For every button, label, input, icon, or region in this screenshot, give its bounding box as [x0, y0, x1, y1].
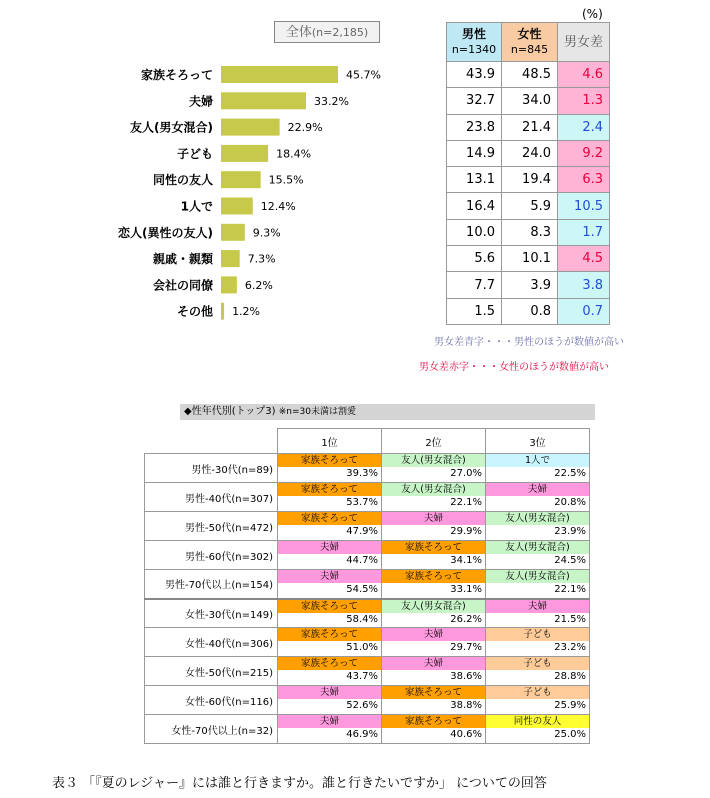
header-female — [502, 23, 558, 62]
age-rank-name: 家族そろって — [382, 541, 485, 554]
age-rank-name: 家族そろって — [278, 657, 381, 670]
bar-value-label: 1.2% — [232, 305, 261, 319]
gender-row — [447, 298, 610, 324]
age-row-label: 女性-40代(n=306) — [145, 628, 278, 657]
age-rank-pct: 44.7% — [346, 555, 378, 566]
bar-value-label: 12.4% — [260, 200, 296, 213]
gender-cell-male: 16.4 — [447, 193, 502, 219]
age-rank-pct: 46.9% — [346, 729, 378, 740]
age-rank-name: 夫婦 — [278, 686, 381, 699]
gender-cell-female: 3.9 — [502, 272, 558, 298]
bar-category-label: 同性の友人 — [152, 173, 213, 188]
age-section-title — [180, 404, 595, 420]
age-row — [145, 657, 590, 686]
gender-row — [447, 246, 610, 272]
age-row-label: 男性-70代以上(n=154) — [145, 570, 278, 599]
age-table-body — [145, 454, 590, 744]
gender-cell-male: 23.8 — [447, 114, 502, 140]
age-rank-name: 家族そろって — [382, 715, 485, 728]
gender-cell-female: 21.4 — [502, 114, 558, 140]
gender-row — [447, 140, 610, 166]
age-rank-name: 夫婦 — [278, 570, 381, 583]
age-row — [145, 483, 590, 512]
gender-row — [447, 193, 610, 219]
age-rank-name: 友人(男女混合) — [382, 600, 485, 613]
age-rank-pct: 23.9% — [554, 526, 586, 537]
bar — [221, 276, 237, 293]
gender-cell-diff: 2.4 — [558, 114, 610, 140]
age-rank-name: 子ども — [486, 628, 589, 641]
age-rank-pct: 25.0% — [554, 729, 586, 740]
bar — [221, 119, 280, 136]
caption: 表３ 「『夏のレジャー』には誰と行きますか。誰と行きたいですか」 についての回答 — [52, 776, 547, 791]
bar-category-label: 子ども — [176, 146, 213, 161]
age-rank-pct: 28.8% — [554, 671, 586, 682]
header-female-n: n=845 — [510, 43, 549, 56]
age-rank-cell — [382, 715, 486, 744]
total-label — [274, 21, 380, 43]
age-rank-pct: 54.5% — [346, 584, 378, 595]
age-header-rank1: 1位 — [278, 429, 382, 454]
age-rank-name: 家族そろって — [278, 483, 381, 496]
gender-cell-male: 13.1 — [447, 167, 502, 193]
age-rank-pct: 39.3% — [346, 468, 378, 479]
age-rank-cell — [382, 570, 486, 599]
age-row — [145, 628, 590, 657]
gender-row — [447, 167, 610, 193]
age-rank-pct: 33.1% — [450, 584, 482, 595]
bar — [221, 92, 306, 109]
gender-cell-male: 43.9 — [447, 62, 502, 88]
age-title-text: ◆性年代別(トップ3) — [184, 406, 276, 417]
age-rank-pct: 20.8% — [554, 497, 586, 508]
gender-cell-male: 32.7 — [447, 88, 502, 114]
gender-cell-female: 48.5 — [502, 62, 558, 88]
gender-table-body — [447, 62, 610, 325]
bar-value-label: 6.2% — [244, 278, 273, 292]
age-row — [145, 599, 590, 628]
age-rank-name: 夫婦 — [382, 512, 485, 525]
gender-cell-male: 10.0 — [447, 219, 502, 245]
gender-cell-male: 14.9 — [447, 140, 502, 166]
age-header-rank3: 3位 — [486, 429, 590, 454]
gender-cell-diff: 1.3 — [558, 88, 610, 114]
age-rank-pct: 34.1% — [450, 555, 482, 566]
age-rank-cell — [486, 512, 590, 541]
gender-cell-female: 10.1 — [502, 246, 558, 272]
gender-cell-female: 5.9 — [502, 193, 558, 219]
bar — [221, 198, 253, 215]
age-rank-pct: 29.7% — [450, 642, 482, 653]
age-rank-cell — [278, 599, 382, 628]
gender-cell-male: 7.7 — [447, 272, 502, 298]
bar-category-label: 1人で — [180, 199, 213, 214]
age-rank-cell — [486, 570, 590, 599]
total-n: (n=2,185) — [311, 26, 369, 39]
age-rank-cell — [486, 454, 590, 483]
header-female-label: 女性 — [517, 27, 542, 41]
bar-value-label: 15.5% — [268, 173, 304, 187]
age-rank-cell — [382, 483, 486, 512]
bar-value-label: 7.3% — [247, 252, 276, 266]
bar — [221, 303, 224, 320]
total-label-text: 全体 — [285, 25, 312, 40]
age-rank-cell — [278, 483, 382, 512]
age-rank-cell — [278, 512, 382, 541]
age-rank-name: 家族そろって — [278, 454, 381, 467]
age-row-label: 男性-30代(n=89) — [145, 454, 278, 483]
gender-cell-female: 24.0 — [502, 140, 558, 166]
age-rank-pct: 22.1% — [554, 584, 586, 595]
age-row — [145, 454, 590, 483]
age-rank-pct: 51.0% — [346, 642, 378, 653]
age-header-rank2: 2位 — [382, 429, 486, 454]
gender-cell-diff: 6.3 — [558, 167, 610, 193]
age-row — [145, 715, 590, 744]
bar-category-label: 友人(男女混合) — [130, 120, 213, 135]
age-rank-pct: 38.6% — [450, 671, 482, 682]
age-rank-cell — [382, 541, 486, 570]
header-diff: 男女差 — [558, 23, 610, 62]
gender-cell-diff: 3.8 — [558, 272, 610, 298]
age-rank-name: 夫婦 — [486, 600, 589, 613]
age-rank-cell — [486, 541, 590, 570]
age-row-label: 男性-40代(n=307) — [145, 483, 278, 512]
age-rank-name: 夫婦 — [486, 483, 589, 496]
overall-bar-chart — [0, 48, 440, 328]
age-row-label: 女性-70代以上(n=32) — [145, 715, 278, 744]
age-rank-name: 1人で — [486, 454, 589, 467]
age-rank-cell — [486, 483, 590, 512]
age-row — [145, 541, 590, 570]
gender-row — [447, 114, 610, 140]
age-rank-pct: 53.7% — [346, 497, 378, 508]
gender-cell-male: 5.6 — [447, 246, 502, 272]
age-rank-pct: 43.7% — [346, 671, 378, 682]
age-rank-cell — [486, 628, 590, 657]
age-rank-name: 友人(男女混合) — [486, 512, 589, 525]
age-rank-name: 同性の友人 — [486, 715, 589, 728]
age-rank-cell — [382, 512, 486, 541]
age-rank-pct: 38.8% — [450, 700, 482, 711]
bar-category-label: 恋人(異性の友人) — [118, 225, 213, 240]
gender-cell-female: 19.4 — [502, 167, 558, 193]
age-rank-pct: 25.9% — [554, 700, 586, 711]
age-rank-name: 家族そろって — [382, 570, 485, 583]
unit-label: (%) — [582, 7, 603, 21]
bar-category-label: 家族そろって — [140, 68, 213, 82]
bar-category-label: その他 — [176, 304, 213, 319]
age-header-blank — [145, 429, 278, 454]
age-rank-cell — [278, 541, 382, 570]
age-rank-pct: 29.9% — [450, 526, 482, 537]
age-row-label: 女性-50代(n=215) — [145, 657, 278, 686]
bar-category-label: 夫婦 — [188, 94, 213, 109]
gender-cell-diff: 1.7 — [558, 219, 610, 245]
age-rank-cell — [278, 715, 382, 744]
age-row-label: 男性-60代(n=302) — [145, 541, 278, 570]
bar — [221, 145, 268, 162]
gender-row — [447, 272, 610, 298]
gender-cell-female: 34.0 — [502, 88, 558, 114]
age-rank-name: 家族そろって — [278, 628, 381, 641]
gender-cell-diff: 10.5 — [558, 193, 610, 219]
age-rank-cell — [382, 686, 486, 715]
age-rank-pct: 27.0% — [450, 468, 482, 479]
gender-cell-diff: 0.7 — [558, 298, 610, 324]
bar-value-label: 9.3% — [252, 226, 281, 240]
header-male — [447, 23, 502, 62]
age-row-label: 男性-50代(n=472) — [145, 512, 278, 541]
age-rank-cell — [486, 686, 590, 715]
age-rank-pct: 40.6% — [450, 729, 482, 740]
gender-row — [447, 62, 610, 88]
age-table — [144, 428, 590, 744]
gender-row — [447, 219, 610, 245]
gender-table — [446, 22, 610, 325]
age-rank-cell — [278, 570, 382, 599]
age-rank-pct: 26.2% — [450, 613, 482, 625]
age-row-label: 女性-60代(n=116) — [145, 686, 278, 715]
gender-cell-female: 0.8 — [502, 298, 558, 324]
bar-value-label: 45.7% — [346, 68, 381, 82]
age-rank-pct: 22.5% — [554, 468, 586, 479]
age-rank-name: 夫婦 — [278, 715, 381, 728]
age-rank-pct: 52.6% — [346, 700, 378, 711]
bar — [221, 224, 245, 241]
header-male-n: n=1340 — [451, 43, 497, 56]
age-row — [145, 512, 590, 541]
age-rank-cell — [486, 715, 590, 744]
age-row — [145, 686, 590, 715]
age-rank-name: 友人(男女混合) — [486, 570, 589, 583]
age-rank-cell — [278, 628, 382, 657]
bar — [221, 250, 240, 267]
age-rank-cell — [278, 686, 382, 715]
age-rank-cell — [382, 628, 486, 657]
age-rank-cell — [278, 454, 382, 483]
age-rank-pct: 21.5% — [554, 613, 586, 625]
note-blue: 男女差青字・・・男性のほうが数値が高い — [434, 337, 624, 348]
age-rank-cell — [382, 599, 486, 628]
age-rank-cell — [486, 657, 590, 686]
gender-row — [447, 88, 610, 114]
age-subtitle: ※n=30未満は割愛 — [278, 407, 356, 417]
bar-value-label: 22.9% — [287, 121, 323, 135]
bar — [221, 171, 261, 188]
bar-value-label: 33.2% — [313, 94, 349, 108]
age-row — [145, 570, 590, 599]
age-rank-cell — [278, 657, 382, 686]
gender-cell-diff: 4.6 — [558, 62, 610, 88]
age-rank-pct: 24.5% — [554, 555, 586, 566]
age-rank-name: 友人(男女混合) — [382, 483, 485, 496]
age-rank-cell — [486, 599, 590, 628]
gender-cell-female: 8.3 — [502, 219, 558, 245]
age-rank-name: 家族そろって — [382, 686, 485, 699]
age-rank-name: 家族そろって — [278, 600, 381, 613]
bar-value-label: 18.4% — [276, 147, 312, 161]
age-rank-pct: 22.1% — [450, 497, 482, 508]
age-rank-name: 夫婦 — [382, 628, 485, 641]
age-rank-name: 子ども — [486, 686, 589, 699]
bar-category-label: 会社の同僚 — [152, 278, 213, 293]
gender-cell-diff: 9.2 — [558, 140, 610, 166]
age-rank-name: 子ども — [486, 657, 589, 670]
age-rank-name: 家族そろって — [278, 512, 381, 525]
age-rank-pct: 58.4% — [346, 613, 378, 625]
age-row-label: 女性-30代(n=149) — [145, 599, 278, 628]
age-rank-name: 夫婦 — [382, 657, 485, 670]
gender-cell-male: 1.5 — [447, 298, 502, 324]
gender-cell-diff: 4.5 — [558, 246, 610, 272]
age-rank-name: 友人(男女混合) — [486, 541, 589, 554]
header-male-label: 男性 — [461, 27, 486, 41]
age-rank-name: 夫婦 — [278, 541, 381, 554]
age-rank-pct: 47.9% — [346, 526, 378, 537]
age-rank-name: 友人(男女混合) — [382, 454, 485, 467]
age-rank-pct: 23.2% — [554, 642, 586, 653]
bar-category-label: 親戚・親類 — [152, 252, 213, 267]
note-red: 男女差赤字・・・女性のほうが数値が高い — [419, 362, 609, 373]
age-rank-cell — [382, 454, 486, 483]
age-rank-cell — [382, 657, 486, 686]
bar — [221, 66, 338, 83]
